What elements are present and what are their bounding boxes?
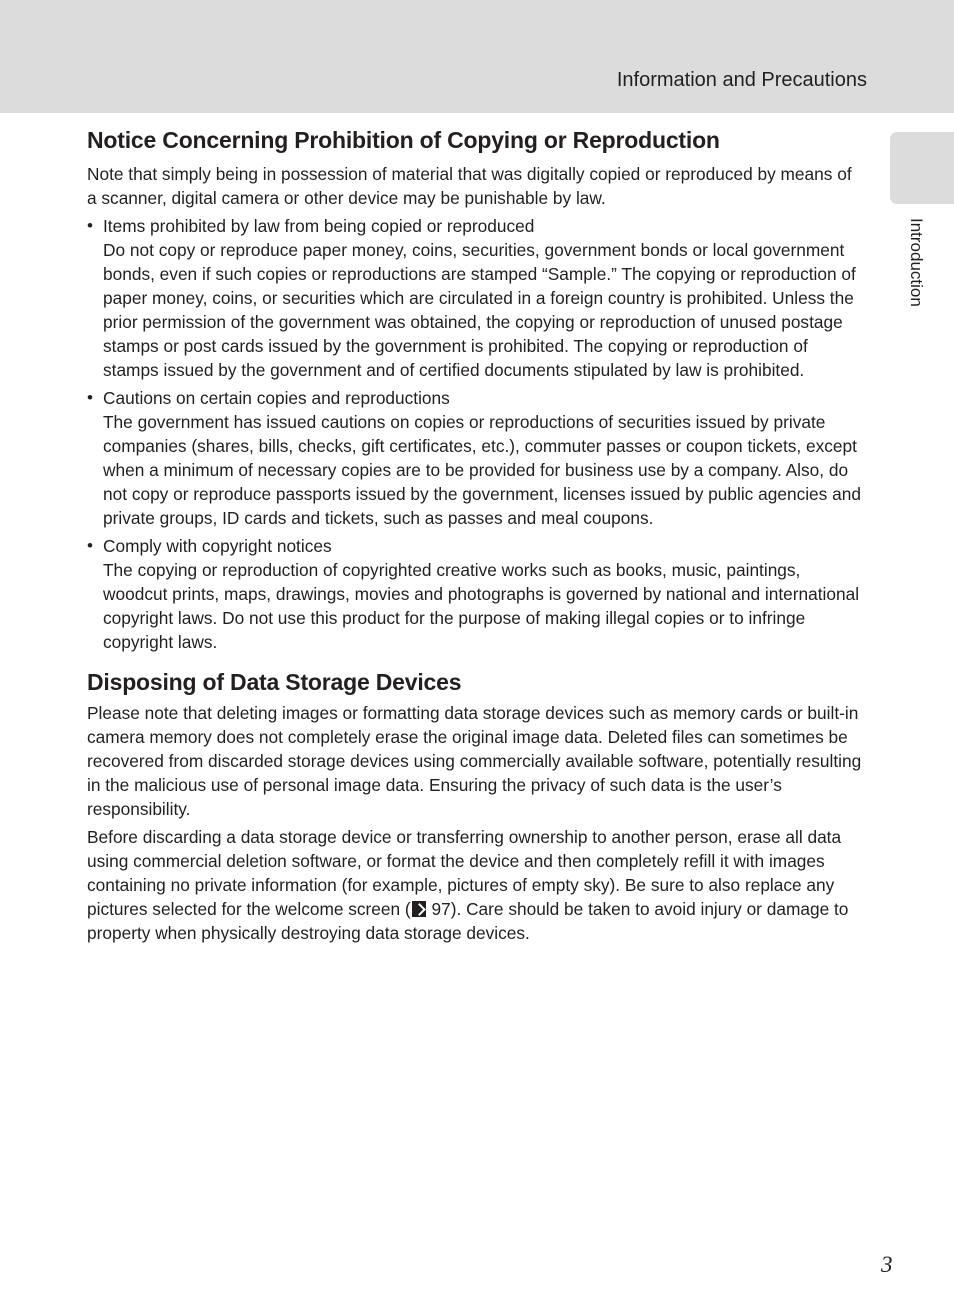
bullet-icon: • bbox=[87, 388, 93, 407]
list-item bbox=[87, 214, 865, 382]
list-item-body: Do not copy or reproduce paper money, coins, securities, government bonds or local government bonds, even if such copies or reproductions are stamped “Sample.” The copying or reproduction of paper money, coins, or securities which are circulated in a foreign country is prohibited. Unless the prior permission of the government was obtained, the copying or reproduction of unused postage stamps or post cards issued by the government is prohibited. The copying or reproduction of stamps issued by the government and of certified documents stipulated by law is prohibited. bbox=[103, 240, 856, 380]
list-item bbox=[87, 534, 865, 654]
prohibition-list bbox=[87, 214, 865, 654]
paragraph-text: Before discarding a data storage device or transferring ownership to another person, erase all data using commercial deletion software, or format the device and then completely refill it with images containing no private information (for example, pictures of empty sky). Be sure to also replace any pictures selected for the welcome screen ( bbox=[87, 827, 842, 919]
section-heading-copying: Notice Concerning Prohibition of Copying or Reproduction bbox=[87, 127, 720, 153]
bullet-icon: • bbox=[87, 536, 93, 555]
section-heading-disposing: Disposing of Data Storage Devices bbox=[87, 669, 462, 695]
disposing-paragraph-1: Please note that deleting images or formatting data storage devices such as memory cards or built-in camera memory does not completely erase the original image data. Deleted files can sometimes be recovered from discarded storage devices using commercially available software, potentially resulting in the malicious use of personal image data. Ensuring the privacy of such data is the user’s responsibility. bbox=[87, 703, 862, 819]
paragraph-text: 97). Care should be taken to avoid injury or damage to property when physically destroying data storage devices. bbox=[87, 899, 849, 943]
page-number: 3 bbox=[881, 1252, 893, 1277]
list-item-body: The government has issued cautions on copies or reproductions of securities issued by private companies (shares, bills, checks, gift certificates, etc.), commuter passes or coupon tickets, except when a minimum of necessary copies are to be provided for business use by a company. Also, do not copy or reproduce passports issued by the government, licenses issued by public agencies and private groups, ID cards and tickets, such as passes and meal coupons. bbox=[103, 412, 861, 528]
header-band bbox=[0, 0, 954, 113]
list-item-title: Comply with copyright notices bbox=[103, 536, 332, 556]
list-item-body: The copying or reproduction of copyrighted creative works such as books, music, paintings, woodcut prints, maps, drawings, movies and photographs is governed by national and international copyright laws. Do not use this product for the purpose of making illegal copies or to infringe copyright laws. bbox=[103, 560, 860, 652]
section-tab-label: Introduction bbox=[907, 218, 926, 307]
disposing-paragraph-2 bbox=[87, 825, 865, 945]
list-item-title: Items prohibited by law from being copied or reproduced bbox=[103, 216, 535, 236]
page-content bbox=[87, 124, 865, 945]
page-header-title: Information and Precautions bbox=[616, 69, 867, 91]
reference-icon bbox=[412, 901, 426, 917]
list-item bbox=[87, 386, 865, 530]
section-tab-marker bbox=[890, 132, 954, 204]
list-item-title: Cautions on certain copies and reproductions bbox=[103, 388, 450, 408]
bullet-icon: • bbox=[87, 216, 93, 235]
section-intro: Note that simply being in possession of material that was digitally copied or reproduced by means of a scanner, digital camera or other device may be punishable by law. bbox=[87, 164, 852, 208]
